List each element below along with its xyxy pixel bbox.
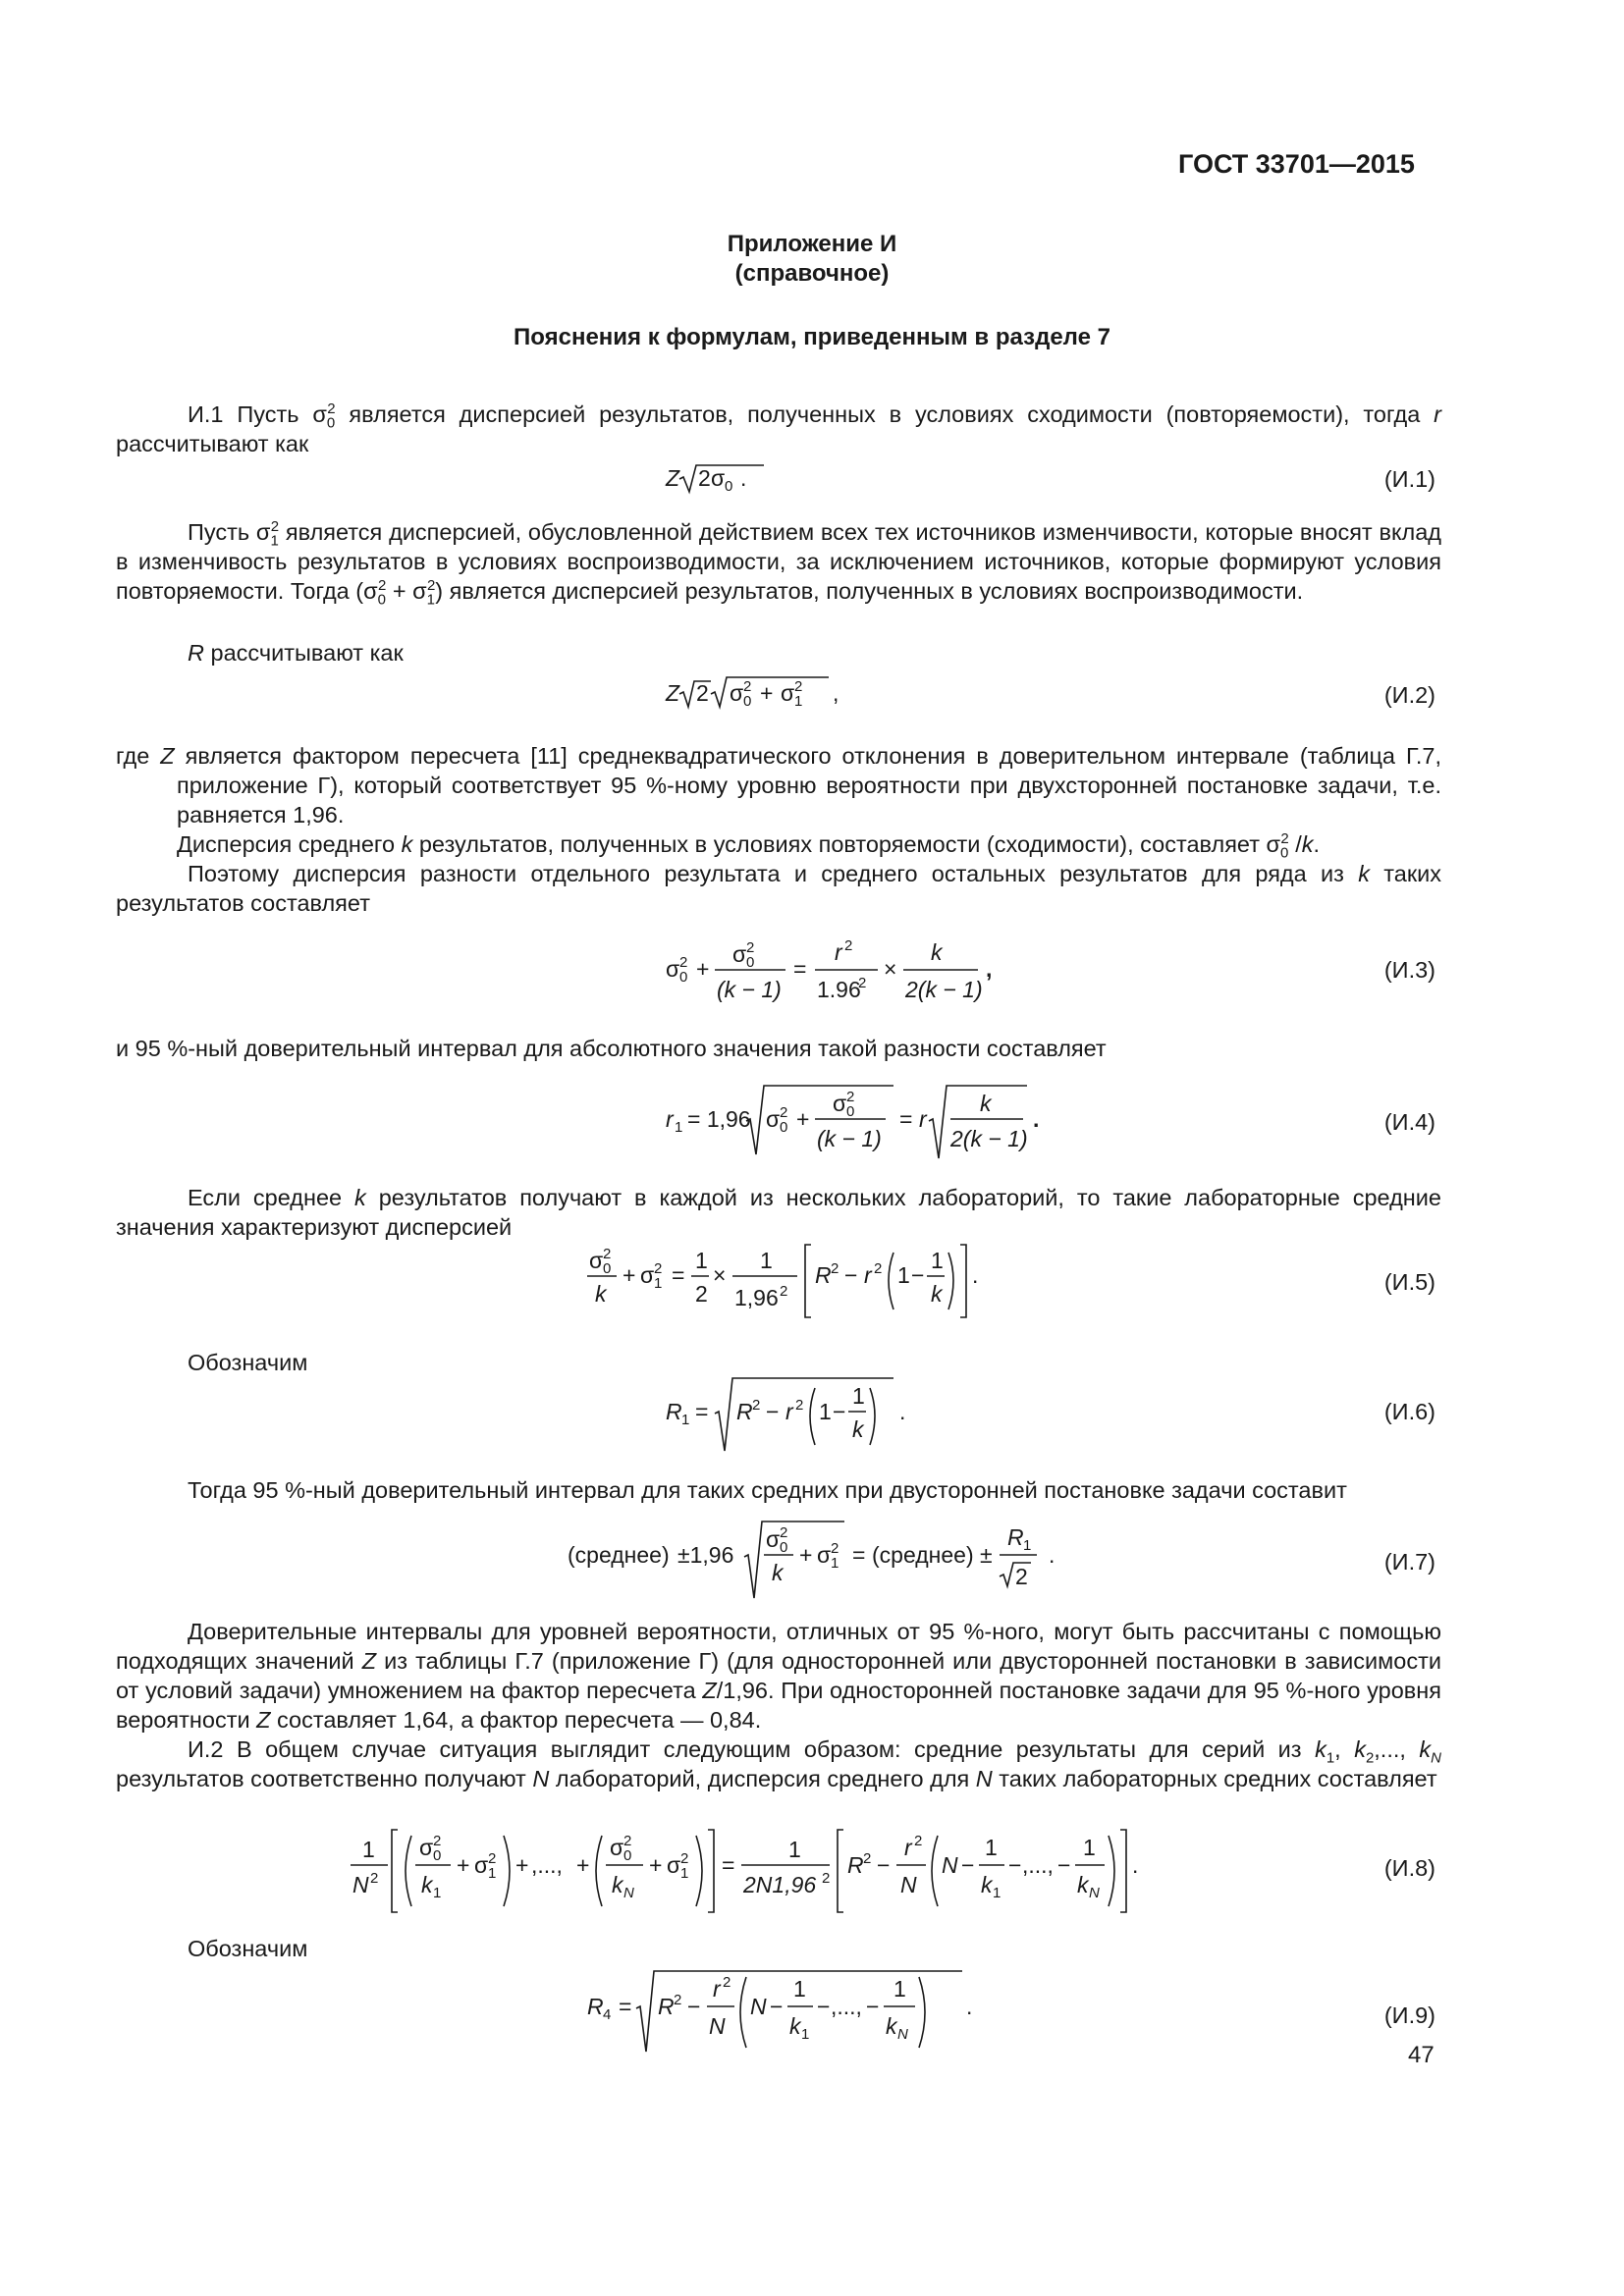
svg-text:2: 2 — [874, 1260, 883, 1277]
svg-text:2: 2 — [723, 1974, 731, 1991]
svg-text:(k − 1): (k − 1) — [717, 977, 782, 1002]
paragraph-variance-mean: Дисперсия среднего k результатов, полученных в условиях повторяемости (сходимости), составляет $\sigma_0^2$ /k. — [177, 830, 1321, 862]
svg-text:2(k − 1): 2(k − 1) — [905, 977, 983, 1002]
svg-text:r: r — [904, 1835, 912, 1860]
svg-text:1: 1 — [675, 1119, 683, 1136]
svg-text:1: 1 — [801, 2026, 810, 2043]
paragraph-two-sided: Тогда 95 %-ный доверительный интервал для таких средних при двусторонней постановке задачи составит — [188, 1477, 1347, 1503]
svg-text:k: k — [931, 1281, 943, 1307]
appendix-title: Приложение И — [727, 231, 897, 257]
svg-text:2: 2 — [794, 678, 803, 695]
svg-text:1: 1 — [819, 1399, 832, 1424]
svg-text:N: N — [900, 1872, 917, 1897]
equation-i9 — [587, 1963, 1000, 2066]
svg-text:=: = — [722, 1852, 735, 1878]
svg-text:r: r — [666, 1106, 674, 1132]
svg-text:2: 2 — [654, 1260, 663, 1277]
svg-text:Z: Z — [666, 680, 680, 706]
svg-text:1: 1 — [433, 1885, 442, 1901]
svg-text:R: R — [1007, 1524, 1024, 1550]
svg-text:2: 2 — [680, 1850, 689, 1867]
svg-text:1: 1 — [793, 1976, 806, 2002]
svg-text:±: ± — [980, 1542, 993, 1568]
equation-number-i4: (И.4) — [1383, 1109, 1435, 1135]
paragraph-other-levels: Доверительные интервалы для уровней вероятности, отличных от 95 %-ного, могут быть рассчитаны с помощью подходящих значений Z из таблицы Г.7 (приложение Г) (для односторонней или двусторонней постановки в зависимости от условий задачи) умножением на фактор пересчета Z/1,96. При односторонней постановке задачи для 95 %-ного уровня вероятности Z составляет 1,64, а фактор пересчета — 0,84. — [116, 1619, 1441, 1733]
svg-text:−: − — [911, 1262, 925, 1288]
svg-text:0: 0 — [780, 1539, 788, 1556]
svg-text:k: k — [612, 1872, 623, 1897]
svg-text:R: R — [666, 1399, 682, 1424]
svg-text:1: 1 — [680, 1865, 689, 1882]
svg-text:−: − — [866, 1994, 880, 2019]
svg-text:1,96: 1,96 — [734, 1285, 779, 1310]
svg-text:−: − — [961, 1852, 975, 1878]
svg-text:1: 1 — [794, 693, 803, 710]
svg-text:1: 1 — [488, 1865, 497, 1882]
svg-text:.: . — [966, 1994, 973, 2019]
svg-text:σ: σ — [766, 1526, 781, 1552]
svg-text:+: + — [623, 1262, 636, 1288]
svg-text:.: . — [899, 1399, 906, 1424]
equation-number-i6: (И.6) — [1383, 1399, 1435, 1424]
svg-text:k: k — [421, 1872, 433, 1897]
equation-i3 — [666, 933, 1000, 1016]
svg-text:N: N — [352, 1872, 369, 1897]
svg-text:+: + — [576, 1852, 590, 1878]
svg-text:1: 1 — [1083, 1835, 1096, 1860]
svg-text:σ: σ — [732, 941, 747, 967]
svg-text:R: R — [587, 1994, 604, 2019]
svg-text:σ: σ — [730, 680, 744, 706]
svg-text:σ: σ — [640, 1262, 655, 1288]
svg-text:+: + — [649, 1852, 663, 1878]
svg-text:0: 0 — [725, 478, 733, 495]
svg-text:2: 2 — [370, 1870, 379, 1887]
svg-text:×: × — [713, 1262, 727, 1288]
svg-text:−: − — [877, 1852, 891, 1878]
svg-text:0: 0 — [743, 693, 752, 710]
svg-text:2: 2 — [695, 1281, 708, 1307]
svg-text:=: = — [695, 1399, 709, 1424]
svg-text:2: 2 — [679, 954, 688, 971]
svg-text:0: 0 — [679, 969, 688, 986]
svg-text:2: 2 — [1015, 1564, 1028, 1589]
equation-i4 — [666, 1078, 1078, 1171]
svg-text:2: 2 — [846, 1089, 855, 1105]
paragraph-i2: И.2 В общем случае ситуация выглядит следующим образом: средние результаты для серий из $k_1$, $k_2$,..., $k_N$ результатов соответственно получают N лабораторий, дисперсия среднего для N таких лабораторных средних составляет — [116, 1736, 1441, 1791]
svg-text:=: = — [899, 1106, 913, 1132]
svg-text:N: N — [897, 2026, 908, 2043]
svg-text:0: 0 — [846, 1103, 855, 1120]
svg-text:1: 1 — [893, 1976, 906, 2002]
svg-text:R: R — [658, 1994, 675, 2019]
appendix-status: (справочное) — [734, 260, 890, 287]
svg-text:k: k — [1077, 1872, 1089, 1897]
paragraph-sigma1: Пусть $\sigma_1^2$ является дисперсией, обусловленной действием всех тех источников изменчивости, которые вносят вклад в изменчивость результатов в условиях воспроизводимости, за исключением источников, которые формируют условия повторяемости. Тогда $(\sigma_0^2 + \sigma_1^2)$ является дисперсией результатов, полученных в условиях воспроизводимости. — [116, 518, 1442, 609]
svg-text:1: 1 — [654, 1275, 663, 1292]
svg-text:.: . — [972, 1262, 979, 1288]
equation-i7 — [568, 1512, 1078, 1611]
svg-text:1: 1 — [760, 1248, 773, 1273]
svg-text:.: . — [1033, 1106, 1040, 1132]
paragraph-R: R рассчитывают как — [188, 640, 404, 666]
svg-text:2: 2 — [623, 1833, 632, 1849]
paragraph-where-z: где Z является фактором пересчета [11] среднеквадратического отклонения в доверительном интервале (таблица Г.7, приложение Г), который соответствует 95 %-ному уровню вероятности при двухсторонней постановке задачи, т.е. равняется 1,96. — [116, 743, 1441, 828]
svg-text:k: k — [772, 1560, 784, 1585]
svg-text:−: − — [844, 1262, 858, 1288]
svg-text:2: 2 — [603, 1246, 612, 1262]
svg-text:+: + — [457, 1852, 470, 1878]
svg-text:k: k — [789, 2013, 801, 2039]
svg-text:(среднее): (среднее) — [568, 1542, 670, 1568]
svg-text:N: N — [709, 2013, 726, 2039]
svg-text:2(k − 1): 2(k − 1) — [950, 1126, 1028, 1151]
svg-text:−: − — [770, 1994, 784, 2019]
svg-text:2: 2 — [674, 1992, 682, 2008]
svg-text:×: × — [884, 956, 897, 982]
svg-text:σ: σ — [817, 1542, 832, 1568]
svg-text:2: 2 — [752, 1397, 761, 1414]
svg-text:2: 2 — [746, 939, 755, 956]
svg-text:σ: σ — [833, 1091, 847, 1116]
svg-text:N: N — [942, 1852, 958, 1878]
svg-text:−: − — [687, 1994, 701, 2019]
svg-text:k: k — [981, 1872, 993, 1897]
svg-text:1.96: 1.96 — [817, 977, 861, 1002]
svg-text:σ: σ — [667, 1852, 681, 1878]
svg-text:(среднее): (среднее) — [872, 1542, 974, 1568]
svg-text:1: 1 — [985, 1835, 998, 1860]
svg-text:=: = — [672, 1262, 685, 1288]
svg-text:0: 0 — [623, 1847, 632, 1864]
svg-text:1: 1 — [1023, 1537, 1032, 1554]
svg-text:1: 1 — [931, 1248, 944, 1273]
svg-text:1: 1 — [993, 1885, 1001, 1901]
svg-text:2: 2 — [780, 1283, 788, 1300]
svg-text:+: + — [796, 1106, 810, 1132]
svg-text:(k − 1): (k − 1) — [817, 1126, 882, 1151]
svg-text:2: 2 — [780, 1104, 788, 1121]
svg-text:−: − — [1008, 1852, 1022, 1878]
svg-text:2: 2 — [696, 680, 709, 706]
equation-number-i7: (И.7) — [1383, 1549, 1435, 1575]
svg-text:+: + — [515, 1852, 529, 1878]
svg-text:1: 1 — [695, 1248, 708, 1273]
equation-i1 — [666, 459, 784, 504]
svg-text:0: 0 — [780, 1119, 788, 1136]
equation-number-i5: (И.5) — [1383, 1269, 1435, 1295]
svg-text:1: 1 — [681, 1412, 690, 1428]
equation-i6 — [666, 1372, 941, 1462]
svg-text:2: 2 — [795, 1397, 804, 1414]
svg-text:,: , — [833, 680, 839, 706]
document-number: ГОСТ 33701—2015 — [1178, 149, 1415, 179]
paragraph-confidence-interval: и 95 %-ный доверительный интервал для абсолютного значения такой разности составляет — [116, 1036, 1107, 1061]
svg-text:1: 1 — [852, 1383, 865, 1409]
equation-number-i9: (И.9) — [1383, 2002, 1435, 2028]
svg-text:k: k — [595, 1281, 607, 1307]
svg-text:N: N — [750, 1994, 767, 2019]
svg-text:4: 4 — [603, 2006, 612, 2023]
svg-text:±1,96: ±1,96 — [677, 1542, 734, 1568]
svg-text:2N1,96: 2N1,96 — [743, 1872, 817, 1897]
svg-text:+: + — [760, 680, 774, 706]
svg-text:−: − — [1057, 1852, 1071, 1878]
svg-text:2: 2 — [844, 937, 853, 954]
paragraph-denote-1: Обозначим — [188, 1350, 308, 1375]
equation-i5 — [587, 1239, 1019, 1328]
svg-text:1: 1 — [362, 1837, 375, 1862]
svg-text:2: 2 — [433, 1833, 442, 1849]
svg-text:σ: σ — [666, 956, 680, 982]
svg-text:,: , — [986, 956, 993, 982]
svg-text:2: 2 — [914, 1833, 923, 1849]
svg-text:σ: σ — [419, 1835, 434, 1860]
svg-text:r: r — [785, 1399, 793, 1424]
paragraph-denote-2: Обозначим — [188, 1936, 308, 1961]
svg-text:1: 1 — [831, 1555, 839, 1572]
svg-text:r: r — [919, 1106, 927, 1132]
svg-text:Z: Z — [666, 465, 680, 491]
svg-text:σ: σ — [589, 1248, 604, 1273]
svg-text:1: 1 — [897, 1262, 910, 1288]
equation-number-i3: (И.3) — [1383, 957, 1435, 983]
svg-text:−: − — [766, 1399, 780, 1424]
svg-text:0: 0 — [433, 1847, 442, 1864]
svg-text:k: k — [886, 2013, 897, 2039]
svg-text:.: . — [1132, 1852, 1139, 1878]
equation-number-i8: (И.8) — [1383, 1855, 1435, 1881]
svg-text:,...,: ,..., — [531, 1852, 563, 1878]
svg-text:N: N — [623, 1885, 634, 1901]
svg-text:2: 2 — [858, 975, 867, 991]
svg-text:+: + — [696, 956, 710, 982]
svg-text:σ: σ — [610, 1835, 624, 1860]
svg-text:k: k — [980, 1091, 992, 1116]
svg-text:+: + — [799, 1542, 813, 1568]
svg-text:N: N — [1089, 1885, 1100, 1901]
svg-text:R: R — [736, 1399, 753, 1424]
svg-text:.: . — [740, 465, 747, 491]
svg-text:.: . — [1049, 1542, 1056, 1568]
svg-text:k: k — [852, 1416, 864, 1442]
svg-text:2: 2 — [822, 1870, 831, 1887]
svg-text:r: r — [864, 1262, 872, 1288]
equation-i8 — [349, 1824, 1193, 1927]
svg-text:0: 0 — [746, 954, 755, 971]
svg-text:k: k — [931, 939, 943, 965]
svg-text:=: = — [619, 1994, 632, 2019]
svg-text:σ: σ — [766, 1106, 781, 1132]
svg-text:−: − — [817, 1994, 831, 2019]
svg-text:,...,: ,..., — [831, 1994, 862, 2019]
page-number: 47 — [1408, 2042, 1435, 2068]
svg-text:2: 2 — [743, 678, 752, 695]
svg-text:r: r — [713, 1976, 721, 2002]
paragraph-difference: Поэтому дисперсия разности отдельного результата и среднего остальных результатов для ряда из k таких результатов составляет — [116, 861, 1441, 916]
equation-number-i2: (И.2) — [1383, 682, 1435, 708]
svg-text:2: 2 — [488, 1850, 497, 1867]
equation-i2 — [666, 671, 862, 720]
svg-text:2: 2 — [698, 465, 711, 491]
svg-text:=: = — [793, 956, 807, 982]
svg-text:2: 2 — [780, 1524, 788, 1541]
svg-text:,...,: ,..., — [1022, 1852, 1054, 1878]
svg-text:=: = — [852, 1542, 866, 1568]
svg-text:r: r — [835, 939, 842, 965]
svg-text:2: 2 — [831, 1260, 839, 1277]
svg-text:0: 0 — [603, 1260, 612, 1277]
svg-text:R: R — [847, 1852, 864, 1878]
svg-text:2: 2 — [831, 1540, 839, 1557]
svg-text:σ: σ — [474, 1852, 489, 1878]
svg-text:−: − — [833, 1399, 846, 1424]
svg-text:1: 1 — [788, 1837, 801, 1862]
svg-text:= 1,96: = 1,96 — [687, 1106, 751, 1132]
svg-text:2: 2 — [863, 1850, 872, 1867]
appendix-heading: Пояснения к формулам, приведенным в разделе 7 — [514, 324, 1110, 350]
svg-text:σ: σ — [711, 465, 726, 491]
equation-number-i1: (И.1) — [1383, 466, 1435, 492]
svg-text:σ: σ — [781, 680, 795, 706]
svg-text:R: R — [815, 1262, 832, 1288]
paragraph-labs-mean: Если среднее k результатов получают в каждой из нескольких лабораторий, то такие лабораторные средние значения характеризуют дисперсией — [116, 1185, 1441, 1240]
paragraph-i1: И.1 Пусть $\sigma_0^2$ является дисперсией результатов, полученных в условиях сходимости (повторяемости), тогда r рассчитывают как — [116, 400, 1441, 456]
